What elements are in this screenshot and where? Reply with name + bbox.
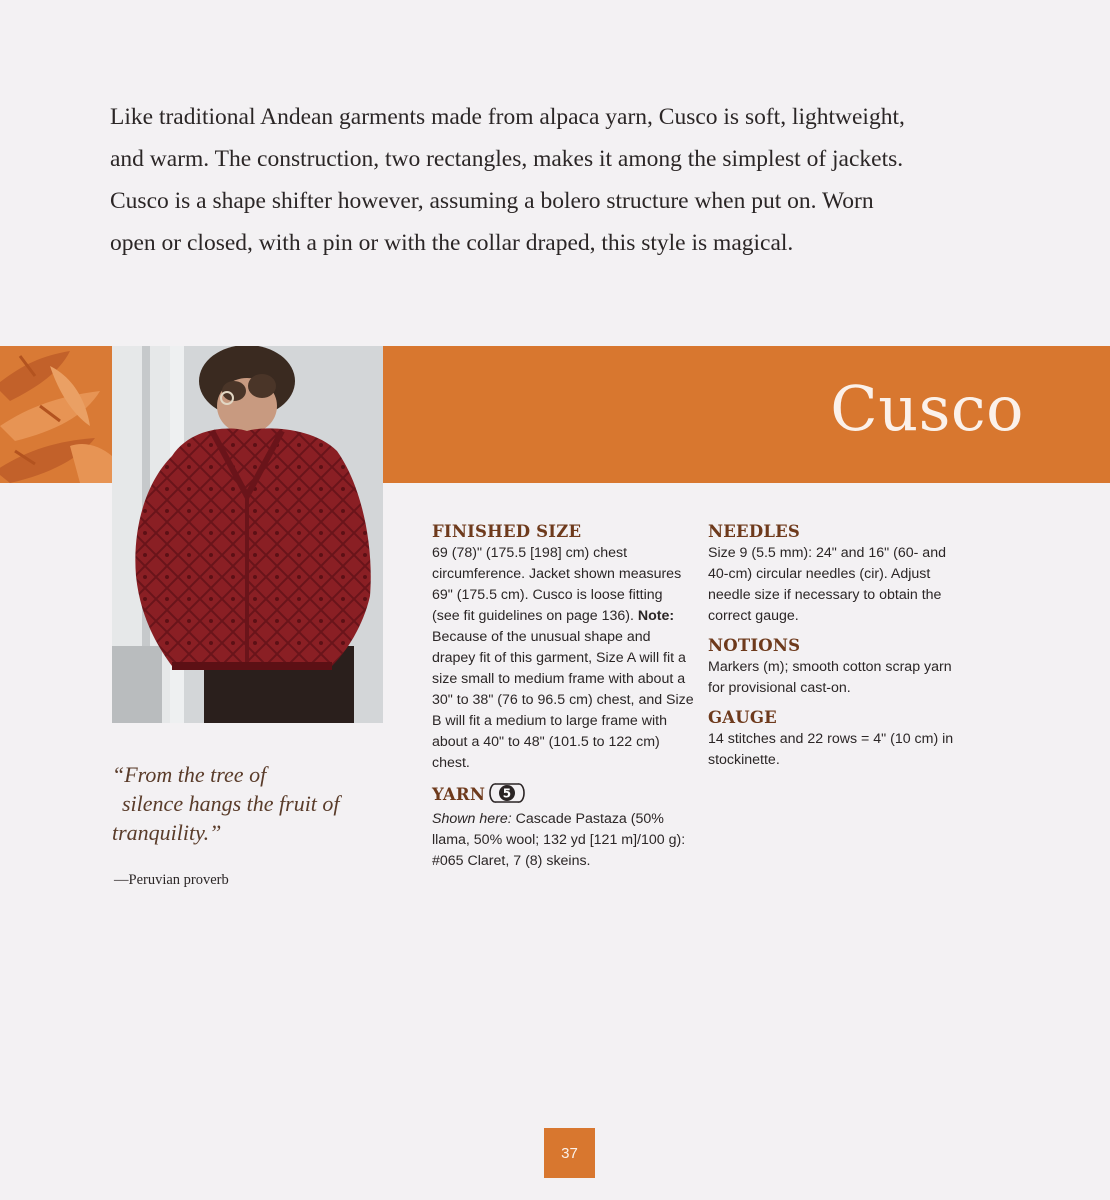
- proverb-quote: [112, 760, 362, 847]
- decorative-leaf-pattern: [0, 346, 112, 483]
- sweater-photo: [112, 346, 383, 723]
- finished-size-text: 69 (78)" (175.5 [198] cm) chest circumference. Jacket shown measures 69" (175.5 cm). Cusco is loose fitting (see fit guidelines on page 136). Note: Because of the unusual shape and drapey fit of this garment, Size A will fit a size small to medium frame with about a 30" to 38" (76 to 96.5 cm) chest, and Size B will fit a medium to large frame with about a 40" to 48" (101.5 to 122 cm) chest.: [432, 545, 694, 771]
- finished-size-heading: FINISHED SIZE: [432, 522, 582, 541]
- yarn-text: Shown here: Cascade Pastaza (50% llama, 50% wool; 132 yd [121 m]/100 g): #065 Claret, 7 (8) skeins.: [432, 811, 686, 869]
- finished-size-section: [432, 522, 694, 774]
- gauge-text: 14 stitches and 22 rows = 4" (10 cm) in stockinette.: [708, 731, 954, 768]
- svg-text:5: 5: [502, 786, 512, 801]
- gauge-heading: GAUGE: [708, 708, 777, 727]
- yarn-section: [432, 783, 694, 872]
- notions-section: [708, 636, 970, 699]
- title-banner: [383, 346, 1110, 483]
- quote-line-3: tranquility.”: [112, 820, 222, 845]
- intro-paragraph: Like traditional Andean garments made from alpaca yarn, Cusco is soft, lightweight, and warm. The construction, two rectangles, makes it among the simplest of jackets. Cusco is a shape shifter however, assuming a bolero structure when put on. Worn open or closed, with a pin or with the collar draped, this style is magical.: [110, 104, 905, 256]
- pattern-specs-right: [708, 522, 970, 780]
- needles-heading: NEEDLES: [708, 522, 801, 541]
- needles-section: [708, 522, 970, 627]
- yarn-heading: YARN 5: [432, 783, 694, 808]
- needles-text: Size 9 (5.5 mm): 24" and 16" (60- and 40-cm) circular needles (cir). Adjust needle size if necessary to obtain the correct gauge.: [708, 545, 946, 624]
- page-number: 37: [544, 1128, 595, 1178]
- notions-text: Markers (m); smooth cotton scrap yarn for provisional cast-on.: [708, 659, 952, 696]
- quote-line-2: silence hangs the fruit of: [122, 791, 340, 816]
- quote-attribution: —Peruvian proverb: [114, 872, 229, 888]
- gauge-section: [708, 708, 970, 771]
- notions-heading: NOTIONS: [708, 636, 801, 655]
- yarn-weight-icon: [489, 783, 525, 808]
- pattern-specs-left: [432, 522, 694, 881]
- pattern-title: Cusco: [830, 372, 1024, 445]
- quote-line-1: “From the tree of: [112, 762, 267, 787]
